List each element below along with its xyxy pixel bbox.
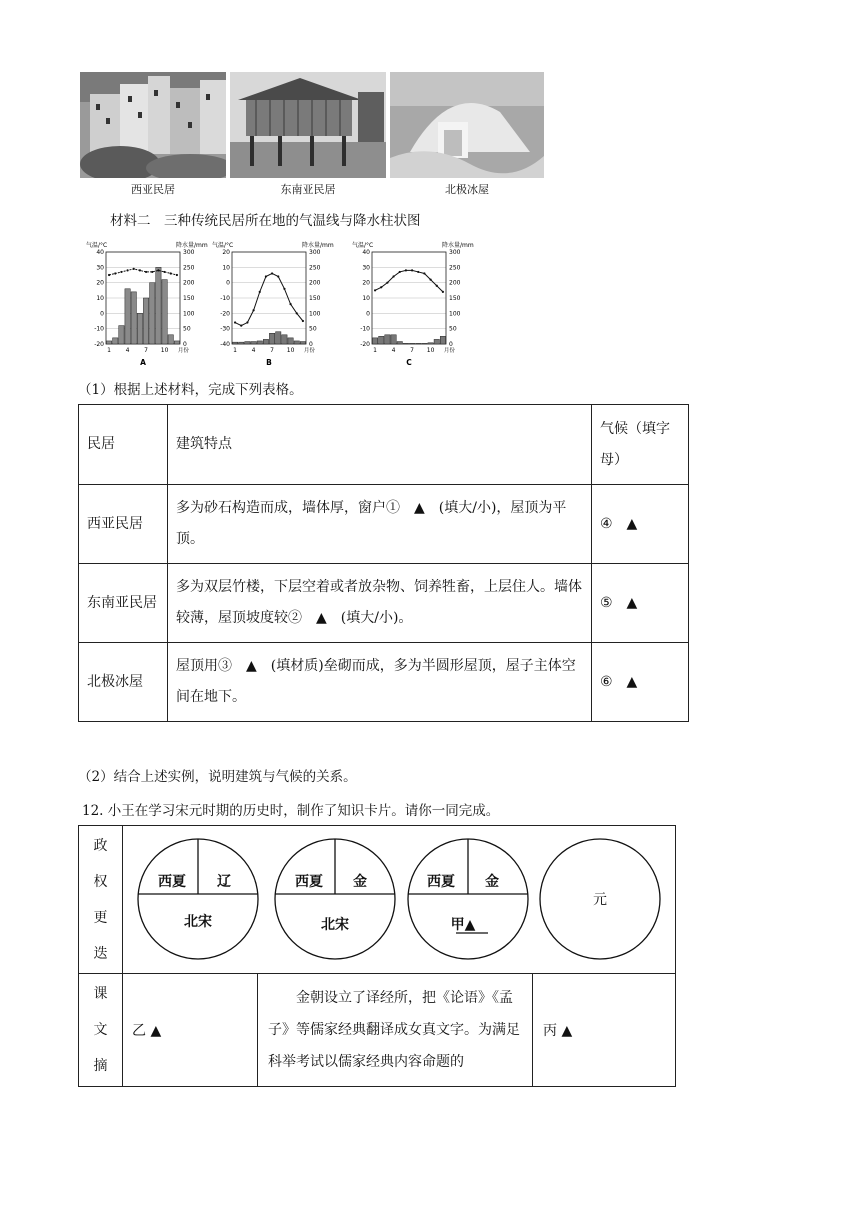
temperature-point [170, 272, 172, 274]
circle3-bottom: 甲▲ [450, 917, 476, 933]
question-1: （1）根据上述材料，完成下列表格。 [78, 382, 303, 398]
precip-bar [276, 332, 281, 344]
precip-tick-label: 0 [309, 341, 313, 348]
month-tick-label: 10 [286, 347, 295, 354]
precip-tick-label: 50 [309, 325, 317, 333]
precip-tick-label: 300 [449, 249, 461, 256]
temp-tick-label: -40 [220, 341, 230, 348]
month-tick-label: 1 [233, 347, 237, 354]
temp-tick-label: 0 [100, 310, 104, 318]
temperature-point [302, 320, 304, 322]
month-tick-label: 4 [251, 347, 256, 354]
house-name: 东南亚民居 [79, 564, 168, 643]
circle3-top-left: 西夏 [427, 874, 455, 890]
circle4-label: 元 [593, 892, 607, 908]
regime-circle-4 [540, 839, 660, 959]
house-feature: 多为双层竹楼，下层空着或者放杂物、饲养牲畜，上层住人。墙体较薄，屋顶坡度较② ▲ (填大/小)。 [168, 564, 592, 643]
month-tick-label: 7 [144, 347, 148, 354]
month-tick-label: 10 [426, 347, 435, 354]
precip-tick-label: 200 [309, 279, 321, 287]
precip-bar [300, 342, 305, 344]
temperature-point [163, 271, 165, 273]
photo-caption-southeast-asia: 东南亚民居 [280, 183, 336, 196]
temperature-point [423, 272, 425, 274]
temperature-point [240, 325, 242, 327]
precip-bar [150, 283, 155, 344]
temperature-point [157, 269, 159, 271]
photo-caption-west-asia: 西亚民居 [131, 183, 175, 196]
temperature-point [265, 275, 267, 277]
temp-tick-label: 30 [96, 264, 104, 272]
arctic-igloo-photo [390, 72, 544, 178]
temp-tick-label: 0 [226, 279, 230, 287]
precip-tick-label: 100 [183, 310, 195, 318]
temp-tick-label: -10 [360, 325, 370, 333]
precip-bar [403, 343, 408, 344]
temp-axis-label: 气温/°C [352, 242, 374, 249]
regime-circles [123, 826, 675, 973]
excerpt-row [79, 974, 676, 1087]
temperature-point [271, 272, 273, 274]
precip-axis-label: 降水量/mm [442, 242, 474, 249]
temperature-point [176, 274, 178, 276]
temperature-point [405, 269, 407, 271]
temp-axis-label: 气温/°C [212, 242, 234, 249]
precip-tick-label: 150 [183, 295, 195, 302]
temp-tick-label: -30 [220, 325, 230, 333]
temp-tick-label: 40 [96, 249, 104, 256]
month-tick-label: 1 [373, 347, 377, 354]
question-2: （2）结合上述实例，说明建筑与气候的关系。 [78, 769, 357, 785]
housing-table [78, 404, 689, 722]
regime-circle-3 [408, 839, 528, 959]
climate-answer: ④ ▲ [592, 485, 689, 564]
temperature-point [392, 275, 394, 277]
month-tick-label: 1 [107, 347, 111, 354]
temperature-point [417, 271, 419, 273]
precip-tick-label: 250 [309, 264, 321, 272]
temperature-point [108, 274, 110, 276]
precip-bar [294, 341, 299, 344]
temperature-point [442, 291, 444, 293]
temp-tick-label: 20 [222, 249, 230, 256]
temp-tick-label: 20 [96, 279, 104, 287]
temp-tick-label: 10 [96, 295, 104, 302]
precip-tick-label: 300 [309, 249, 321, 256]
table-row [79, 485, 689, 564]
precip-tick-label: 150 [449, 295, 461, 302]
temperature-point [399, 271, 401, 273]
precip-tick-label: 100 [449, 310, 461, 318]
temperature-point [234, 321, 236, 323]
precip-bar [239, 342, 244, 344]
house-name: 西亚民居 [79, 485, 168, 564]
southeast-asia-house-photo [230, 72, 386, 178]
temperature-line [235, 273, 303, 325]
precip-bar [119, 326, 124, 344]
month-axis-label: 月份 [303, 348, 315, 354]
climate-answer: ⑤ ▲ [592, 564, 689, 643]
precip-tick-label: 300 [183, 249, 195, 256]
temperature-point [411, 269, 413, 271]
precip-bar [174, 341, 179, 344]
precip-bar [282, 335, 287, 344]
circle1-top-left: 西夏 [158, 874, 186, 890]
temperature-point [246, 321, 248, 323]
precip-axis-label: 降水量/mm [176, 242, 208, 249]
temperature-point [429, 279, 431, 281]
precip-bar [257, 341, 262, 344]
precip-bar [156, 267, 161, 344]
temperature-point [277, 275, 279, 277]
precip-bar [428, 343, 433, 344]
temperature-line [109, 269, 177, 275]
climate-answer: ⑥ ▲ [592, 643, 689, 722]
table-row [79, 643, 689, 722]
precip-bar [263, 339, 268, 344]
temperature-point [289, 303, 291, 305]
material-two-title: 材料二 三种传统民居所在地的气温线与降水柱状图 [110, 213, 421, 229]
song-yuan-card-table [78, 825, 676, 1087]
table-row [79, 564, 689, 643]
temperature-point [386, 282, 388, 284]
temperature-point [120, 271, 122, 273]
temp-tick-label: 40 [362, 249, 370, 256]
precip-bar [434, 339, 439, 344]
temperature-point [283, 288, 285, 290]
temp-tick-label: -10 [94, 325, 104, 333]
precip-bar [422, 343, 427, 344]
month-tick-label: 7 [270, 347, 274, 354]
question-12: 12. 小王在学习宋元时期的历史时，制作了知识卡片。请你一同完成。 [82, 803, 500, 819]
regime-row [79, 826, 676, 974]
house-feature: 多为砂石构造而成，墙体厚，窗户① ▲ (填大/小)，屋顶为平顶。 [168, 485, 592, 564]
excerpt-bing: 丙 ▲ [533, 974, 676, 1087]
precip-bar [131, 292, 136, 344]
circle1-top-right: 辽 [217, 874, 231, 890]
temp-tick-label: 30 [362, 264, 370, 272]
precip-bar [372, 338, 377, 344]
precip-bar [168, 335, 173, 344]
temperature-line [375, 270, 443, 291]
precip-tick-label: 200 [183, 279, 195, 287]
temperature-point [380, 286, 382, 288]
temp-tick-label: 0 [366, 310, 370, 318]
temp-axis-label: 气温/°C [86, 242, 108, 249]
table-header-row [79, 405, 689, 485]
circle1-bottom: 北宋 [184, 914, 212, 930]
photo-caption-arctic: 北极冰屋 [445, 183, 489, 196]
precip-tick-label: 50 [449, 325, 457, 333]
precip-bar [113, 338, 118, 344]
circle3-top-right: 金 [485, 874, 499, 890]
circle2-top-left: 西夏 [295, 874, 323, 890]
precip-tick-label: 50 [183, 325, 191, 333]
precip-tick-label: 200 [449, 279, 461, 287]
precip-bar [409, 343, 414, 344]
col-header-feature: 建筑特点 [168, 405, 592, 485]
precip-bar [125, 289, 130, 344]
precip-bar [143, 298, 148, 344]
temperature-point [133, 268, 135, 270]
month-tick-label: 10 [160, 347, 169, 354]
temperature-point [145, 271, 147, 273]
precip-bar [232, 342, 237, 344]
month-tick-label: 7 [410, 347, 414, 354]
circle2-bottom: 北宋 [321, 917, 349, 933]
temp-tick-label: 20 [362, 279, 370, 287]
precip-bar [269, 333, 274, 344]
precip-bar [416, 343, 421, 344]
temperature-point [252, 309, 254, 311]
temperature-point [296, 312, 298, 314]
chart-title: B [266, 358, 272, 367]
regime-circles-cell [123, 826, 676, 974]
col-header-climate: 气候（填字母） [592, 405, 689, 485]
excerpt-row-header: 课文摘 [79, 974, 123, 1087]
temp-tick-label: -20 [360, 341, 370, 348]
excerpt-yi: 乙 ▲ [123, 974, 258, 1087]
west-asia-house-photo [80, 72, 226, 178]
temperature-point [374, 289, 376, 291]
precip-tick-label: 0 [183, 341, 187, 348]
precip-bar [397, 342, 402, 344]
temp-tick-label: 10 [222, 264, 230, 272]
precip-bar [379, 336, 384, 344]
climate-chart-a [84, 240, 208, 370]
temp-tick-label: -20 [220, 310, 230, 318]
precip-bar [440, 336, 445, 344]
precip-bar [385, 335, 390, 344]
precip-tick-label: 250 [449, 264, 461, 272]
precip-tick-label: 100 [309, 310, 321, 318]
precip-bar [137, 313, 142, 344]
precip-bar [391, 335, 396, 344]
temp-tick-label: -20 [94, 341, 104, 348]
precip-tick-label: 150 [309, 295, 321, 302]
month-tick-label: 4 [125, 347, 130, 354]
temp-tick-label: -10 [220, 295, 230, 302]
excerpt-middle: 金朝设立了译经所，把《论语》《孟子》等儒家经典翻译成女真文字。为满足科举考试以儒家经典内容命题的 [258, 974, 533, 1087]
circle2-top-right: 金 [353, 874, 367, 890]
precip-bar [245, 342, 250, 344]
precip-bar [106, 341, 111, 344]
precip-tick-label: 0 [449, 341, 453, 348]
precip-bar [251, 342, 256, 344]
regime-circle-2 [275, 839, 395, 959]
temperature-point [126, 269, 128, 271]
precip-tick-label: 250 [183, 264, 195, 272]
climate-chart-b [210, 240, 334, 370]
temperature-point [139, 269, 141, 271]
col-header-house: 民居 [79, 405, 168, 485]
precip-axis-label: 降水量/mm [302, 242, 334, 249]
climate-chart-c [350, 240, 474, 370]
month-tick-label: 4 [391, 347, 396, 354]
chart-title: A [140, 358, 146, 367]
temperature-point [259, 291, 261, 293]
house-name: 北极冰屋 [79, 643, 168, 722]
temperature-point [436, 285, 438, 287]
temp-tick-label: 10 [362, 295, 370, 302]
month-axis-label: 月份 [177, 348, 189, 354]
temperature-point [151, 271, 153, 273]
chart-title: C [406, 358, 412, 367]
precip-bar [162, 280, 167, 344]
house-feature: 屋顶用③ ▲ (填材质)垒砌而成，多为半圆形屋顶，屋子主体空间在地下。 [168, 643, 592, 722]
temperature-point [114, 272, 116, 274]
regime-circle-1 [138, 839, 258, 959]
regime-row-header: 政权更迭 [79, 826, 123, 974]
month-axis-label: 月份 [443, 348, 455, 354]
precip-bar [288, 338, 293, 344]
